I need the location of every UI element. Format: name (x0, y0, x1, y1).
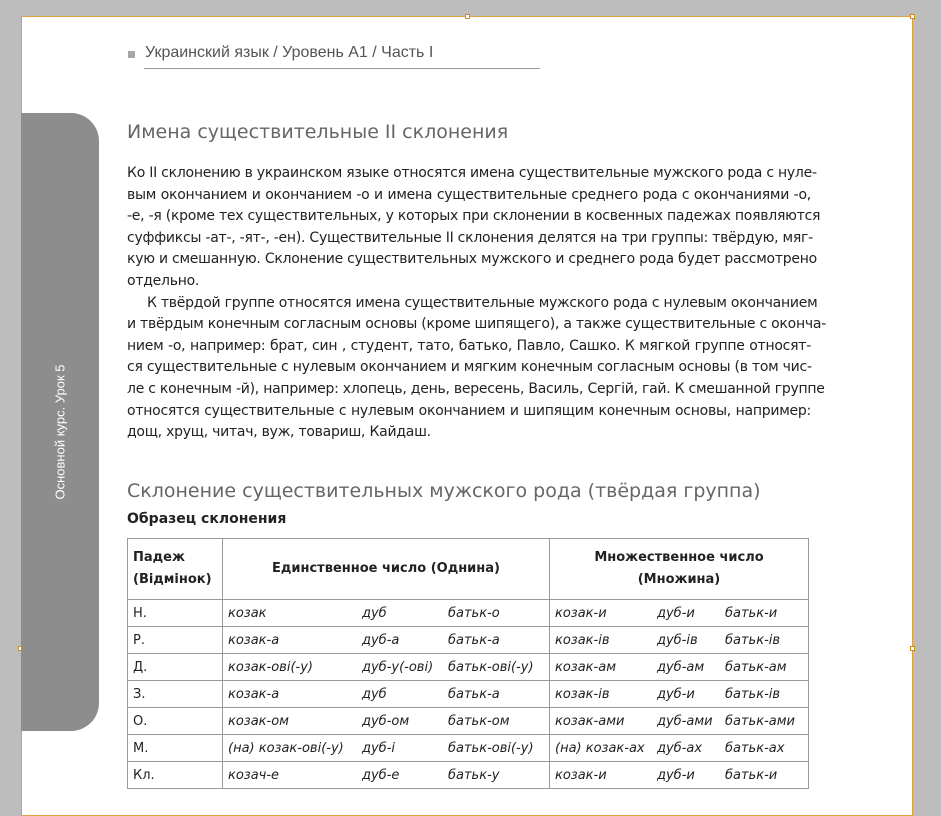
plural-form: дуб-ам (657, 659, 705, 675)
singular-form: батьк-а (448, 632, 500, 648)
plural-form: батьк-ів (725, 686, 781, 702)
singular-form: батьк-о (448, 605, 500, 621)
singular-cell (223, 681, 550, 708)
case-cell: О. (128, 708, 223, 735)
singular-form: батьк-ові(-у) (448, 659, 534, 675)
singular-form: дуб-у(-ові) (362, 659, 434, 675)
selection-handle[interactable] (910, 14, 915, 19)
table-row (128, 600, 809, 627)
plural-cell (550, 708, 809, 735)
section-title: Имена существительные II склонения (127, 121, 509, 143)
singular-cell (223, 762, 550, 789)
text-line: -е, -я (кроме тех существительных, у которых при склонении в косвенных падежах появляются (127, 208, 821, 225)
plural-form: козак-ів (555, 632, 610, 648)
table-caption: Образец склонения (127, 511, 287, 527)
plural-form: козак-ам (555, 659, 617, 675)
declension-table (127, 538, 809, 789)
plural-cell (550, 600, 809, 627)
singular-form: (на) козак-ові(-у) (228, 740, 344, 756)
selection-handle[interactable] (465, 14, 470, 19)
singular-cell (223, 735, 550, 762)
singular-form: дуб-а (362, 632, 400, 648)
plural-form: дуб-и (657, 605, 695, 621)
text-line: отдельно. (127, 272, 200, 289)
singular-form: дуб-і (362, 740, 396, 756)
table-row (128, 654, 809, 681)
text-line: относятся существительные с нулевым окончанием и шипящим конечным основы, например: (127, 402, 811, 419)
plural-form: батьк-и (725, 767, 778, 783)
singular-cell (223, 600, 550, 627)
plural-form: батьк-ами (725, 713, 795, 729)
header-case: Падеж (Відмінок) (128, 539, 223, 600)
text-line: суффиксы -ат-, -ят-, -ен). Существительные II склонения делятся на три группы: твёрдую, мяг- (127, 229, 813, 246)
header-plural: Множественное число (Множина) (550, 539, 809, 600)
singular-form: батьк-у (448, 767, 500, 783)
plural-form: батьк-ів (725, 632, 781, 648)
plural-form: козак-ів (555, 686, 610, 702)
plural-form: козак-ами (555, 713, 625, 729)
text-line: вым окончанием и окончанием -о и имена существительные среднего рода с окончаниями -о, (127, 186, 811, 203)
singular-form: козак-ом (228, 713, 289, 729)
singular-cell (223, 627, 550, 654)
plural-form: дуб-ами (657, 713, 713, 729)
plural-form: дуб-ів (657, 632, 698, 648)
table-row (128, 735, 809, 762)
bullet-square-icon (128, 51, 135, 58)
singular-form: козак (228, 605, 267, 621)
plural-cell (550, 627, 809, 654)
singular-form: козак-а (228, 686, 280, 702)
case-cell: Н. (128, 600, 223, 627)
singular-form: козак-а (228, 632, 280, 648)
text-line: и твёрдым конечным согласным основы (кроме шипящего), а также существительные с оконча- (127, 316, 826, 333)
case-cell: М. (128, 735, 223, 762)
plural-form: (на) козак-ах (555, 740, 645, 756)
table-row (128, 627, 809, 654)
plural-form: дуб-и (657, 767, 695, 783)
header-divider (144, 68, 540, 69)
plural-form: батьк-ах (725, 740, 785, 756)
singular-cell (223, 654, 550, 681)
section-title: Склонение существительных мужского рода (твёрдая группа) (127, 480, 761, 502)
plural-cell (550, 681, 809, 708)
table-row (128, 708, 809, 735)
case-cell: Кл. (128, 762, 223, 789)
singular-form: козак-ові(-у) (228, 659, 313, 675)
plural-cell (550, 762, 809, 789)
text-line: кую и смешанную. Склонение существительных мужского и среднего рода будет рассмотрено (127, 251, 817, 268)
plural-form: козак-и (555, 605, 607, 621)
case-cell: Р. (128, 627, 223, 654)
table-header-row (128, 539, 809, 600)
text-line: Ко II склонению в украинском языке относятся имена существительные мужского рода с нуле- (127, 165, 817, 181)
plural-form: дуб-ах (657, 740, 703, 756)
text-line: ле с конечным -й), например: хлопець, день, вересень, Василь, Сергій, гай. К смешанной группе (127, 380, 825, 397)
table-body (128, 600, 809, 789)
selection-handle[interactable] (910, 646, 915, 651)
singular-form: козач-е (228, 767, 280, 783)
plural-cell (550, 654, 809, 681)
case-cell: З. (128, 681, 223, 708)
singular-form: дуб-е (362, 767, 400, 783)
side-tab-label: Основной курс. Урок 5 (52, 364, 68, 500)
plural-form: батьк-ам (725, 659, 787, 675)
singular-form: дуб (362, 605, 387, 621)
text-line: К твёрдой группе относятся имена существительные мужского рода с нулевым окончанием (147, 294, 818, 311)
plural-form: дуб-и (657, 686, 695, 702)
breadcrumb: Украинский язык / Уровень А1 / Часть I (145, 44, 434, 61)
table-row (128, 762, 809, 789)
singular-form: батьк-ові(-у) (448, 740, 534, 756)
text-line: ся существительные с нулевым окончанием и мягким конечным согласным основы (в том чис- (127, 359, 812, 376)
plural-form: батьк-и (725, 605, 778, 621)
singular-form: батьк-а (448, 686, 500, 702)
text-line: нием -о, например: брат, син , студент, тато, батько, Павло, Сашко. К мягкой группе относят- (127, 337, 811, 354)
plural-cell (550, 735, 809, 762)
singular-cell (223, 708, 550, 735)
singular-form: батьк-ом (448, 713, 510, 729)
plural-form: козак-и (555, 767, 607, 783)
case-cell: Д. (128, 654, 223, 681)
table-row (128, 681, 809, 708)
singular-form: дуб (362, 686, 387, 702)
singular-form: дуб-ом (362, 713, 410, 729)
header-singular: Единственное число (Однина) (223, 539, 550, 600)
body-text (127, 163, 826, 444)
text-line: дощ, хрущ, читач, вуж, товариш, Кайдаш. (127, 424, 431, 441)
